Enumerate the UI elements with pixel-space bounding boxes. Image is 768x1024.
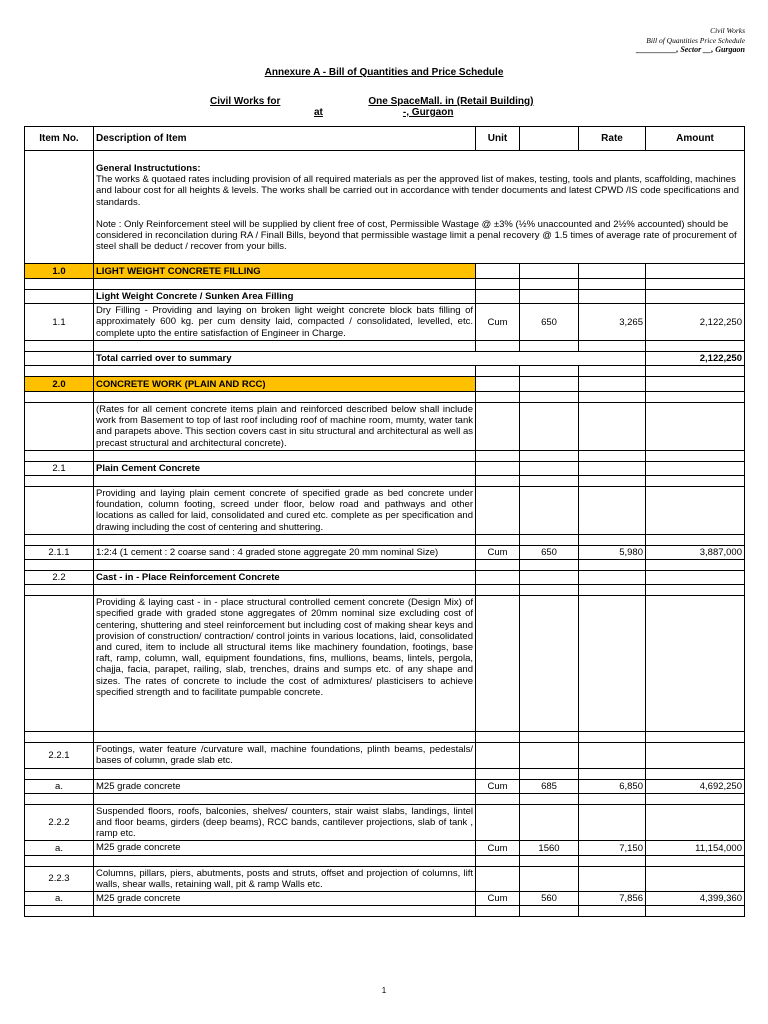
item-description: Footings, water feature /curvature wall, machine foundations, plinth beams, pedestals/ bases of column, grade slab etc. — [94, 743, 476, 768]
item-number: 2.2.3 — [25, 866, 94, 891]
subsection-title: Plain Cement Concrete — [94, 461, 476, 475]
total-row — [25, 351, 745, 365]
item-rate: 3,265 — [579, 304, 646, 341]
subsection-row — [25, 290, 745, 304]
header-line-3: __________, Sector __, Gurgaon — [636, 45, 745, 54]
item-unit: Cum — [476, 892, 520, 906]
spacer-row — [25, 560, 745, 571]
table-row — [25, 866, 745, 891]
item-quantity: 685 — [520, 779, 579, 793]
subsection-title: Light Weight Concrete / Sunken Area Filling — [94, 290, 476, 304]
general-instructions-para-1: The works & quotaed rates including provision of all required materials as per the approved list of makes, testing, tools and plants, scaffolding, machines and labour cost for all heights & levels. The works shall be carried out in accordance with tender documents and latest CPWD /IS code specifications and standards. — [96, 174, 739, 208]
spacer-row — [25, 392, 745, 403]
general-instructions — [94, 151, 745, 264]
table-row — [25, 892, 745, 906]
boq-table — [24, 126, 745, 917]
item-amount: 11,154,000 — [646, 841, 745, 855]
item-amount: 4,692,250 — [646, 779, 745, 793]
table-row — [25, 841, 745, 855]
total-label: Total carried over to summary — [94, 351, 646, 365]
item-description: M25 grade concrete — [94, 779, 476, 793]
item-quantity: 1560 — [520, 841, 579, 855]
col-rate: Rate — [579, 127, 646, 151]
spacer-row — [25, 450, 745, 461]
col-amount: Amount — [646, 127, 745, 151]
item-description: Dry Filling - Providing and laying on broken light weight concrete block bats filling of approximately 600 kg. per cum density laid, compacted / consolidated, levelled, etc. complete upto the entire satisfaction of Engineer in Charge. — [94, 304, 476, 341]
item-description: Suspended floors, roofs, balconies, shelves/ counters, stair waist slabs, landings, lintel and floor beams, girders (deep beams), RCC bands, cantilever projections, slab of tank , ramp etc. — [94, 804, 476, 841]
general-instructions-heading: General Instructutions: — [96, 163, 201, 174]
item-quantity: 560 — [520, 892, 579, 906]
subsection-title: Cast - in - Place Reinforcement Concrete — [94, 571, 476, 585]
general-instructions-row — [25, 151, 745, 264]
table-row — [25, 596, 745, 732]
table-row — [25, 304, 745, 341]
item-number: a. — [25, 841, 94, 855]
item-number: a. — [25, 779, 94, 793]
section-title: LIGHT WEIGHT CONCRETE FILLING — [94, 264, 476, 279]
item-description: M25 grade concrete — [94, 841, 476, 855]
spacer-row — [25, 340, 745, 351]
spacer-row — [25, 793, 745, 804]
subtitle-part-3: at — [314, 107, 323, 118]
table-row — [25, 403, 745, 451]
subtitle-part-1: Civil Works for — [210, 96, 281, 107]
document-location — [314, 107, 514, 118]
item-rate: 7,856 — [579, 892, 646, 906]
section-row — [25, 377, 745, 392]
item-rate: 5,980 — [579, 545, 646, 559]
col-description: Description of Item — [94, 127, 476, 151]
item-number: 2.2.1 — [25, 743, 94, 768]
item-number: 2.2.2 — [25, 804, 94, 841]
subsection-row — [25, 461, 745, 475]
document-subtitle — [210, 96, 570, 107]
section-intro: (Rates for all cement concrete items plain and reinforced described below shall include work from Basement to top of last roof including roof of machine room, mumty, water tank and parapets above. This section covers cast in situ structural and architectural as well as precast structural and architectural concrete). — [94, 403, 476, 451]
table-row — [25, 545, 745, 559]
section-row — [25, 264, 745, 279]
item-rate: 7,150 — [579, 841, 646, 855]
item-number: 1.1 — [25, 304, 94, 341]
item-quantity: 650 — [520, 304, 579, 341]
item-number: 2.1.1 — [25, 545, 94, 559]
item-number: 2.1 — [25, 461, 94, 475]
item-rate: 6,850 — [579, 779, 646, 793]
table-header-row — [25, 127, 745, 151]
page-number: 1 — [381, 986, 387, 995]
item-description: Columns, pillars, piers, abutments, posts and struts, offset and projection of columns, lift walls, shear walls, retaining wall, pit & ramp Walls etc. — [94, 866, 476, 891]
spacer-row — [25, 732, 745, 743]
item-amount: 4,399,360 — [646, 892, 745, 906]
item-description: 1:2:4 (1 cement : 2 coarse sand : 4 graded stone aggregate 20 mm nominal Size) — [94, 545, 476, 559]
item-description: M25 grade concrete — [94, 892, 476, 906]
spacer-row — [25, 768, 745, 779]
col-qty — [520, 127, 579, 151]
spacer-row — [25, 534, 745, 545]
section-title: CONCRETE WORK (PLAIN AND RCC) — [94, 377, 476, 392]
table-row — [25, 779, 745, 793]
general-instructions-note: Note : Only Reinforcement steel will be supplied by client free of cost, Permissible Wastage @ ±3% (½% unaccounted and 2½% accounted) should be considered in reconcilation during RA / Finall Bills, beyond that permissible wastage limit a penal recovery @ 1.5 times of average rate of procurement of steel shall be deduct / recover from your bills. — [96, 218, 737, 253]
subsection-row — [25, 571, 745, 585]
spacer-row — [25, 476, 745, 487]
table-row — [25, 804, 745, 841]
total-amount: 2,122,250 — [646, 351, 745, 365]
item-unit: Cum — [476, 545, 520, 559]
spacer-row — [25, 279, 745, 290]
item-number: a. — [25, 892, 94, 906]
spacer-row — [25, 855, 745, 866]
subtitle-part-4: -, Gurgaon — [402, 107, 454, 118]
document-header — [636, 26, 745, 55]
item-unit: Cum — [476, 779, 520, 793]
document-title: Annexure A - Bill of Quantities and Price Schedule — [264, 67, 504, 78]
subtitle-part-2: One SpaceMall. in (Retail Building) — [368, 96, 534, 107]
section-number: 1.0 — [25, 264, 94, 279]
table-row — [25, 487, 745, 535]
item-amount: 2,122,250 — [646, 304, 745, 341]
spacer-row — [25, 906, 745, 917]
col-item-no: Item No. — [25, 127, 94, 151]
section-number: 2.0 — [25, 377, 94, 392]
item-quantity: 650 — [520, 545, 579, 559]
item-unit: Cum — [476, 304, 520, 341]
item-description: Providing and laying plain cement concrete of specified grade as bed concrete under foundation, column footing, screed under floor, below road and pathways and other locations as called for laid, consolidated and cured etc. complete as per specification and drawing including the cost of centering and shuttering. — [94, 487, 476, 535]
item-number: 2.2 — [25, 571, 94, 585]
item-unit: Cum — [476, 841, 520, 855]
spacer-row — [25, 585, 745, 596]
item-description: Providing & laying cast - in - place structural controlled cement concrete (Design Mix) of specified grade with graded stone aggregates of 20mm nominal size excluding cost of centering, shuttering and steel reinforcement but including cost of making shear keys and provision of construction/ contraction/ control joints in various locations, laid, consolidated and cured, item to include all structural items like machinery foundation, footings, base raft, ramp, column, wall, equipment foundations, fins, mullions, beams, lintels, pergola, chajja, facia, parapet, railing, slab, trenches, drains and sumps etc. of any shape and sizes. The rates of concrete to include the cost of admixtures/ plasticisers to achieve specified strength and to facilitate pumpable concrete. — [94, 596, 476, 732]
col-unit: Unit — [476, 127, 520, 151]
item-amount: 3,887,000 — [646, 545, 745, 559]
spacer-row — [25, 366, 745, 377]
header-line-1: Civil Works — [710, 26, 745, 35]
header-line-2: Bill of Quantities Price Schedule — [646, 35, 745, 45]
table-row — [25, 743, 745, 768]
